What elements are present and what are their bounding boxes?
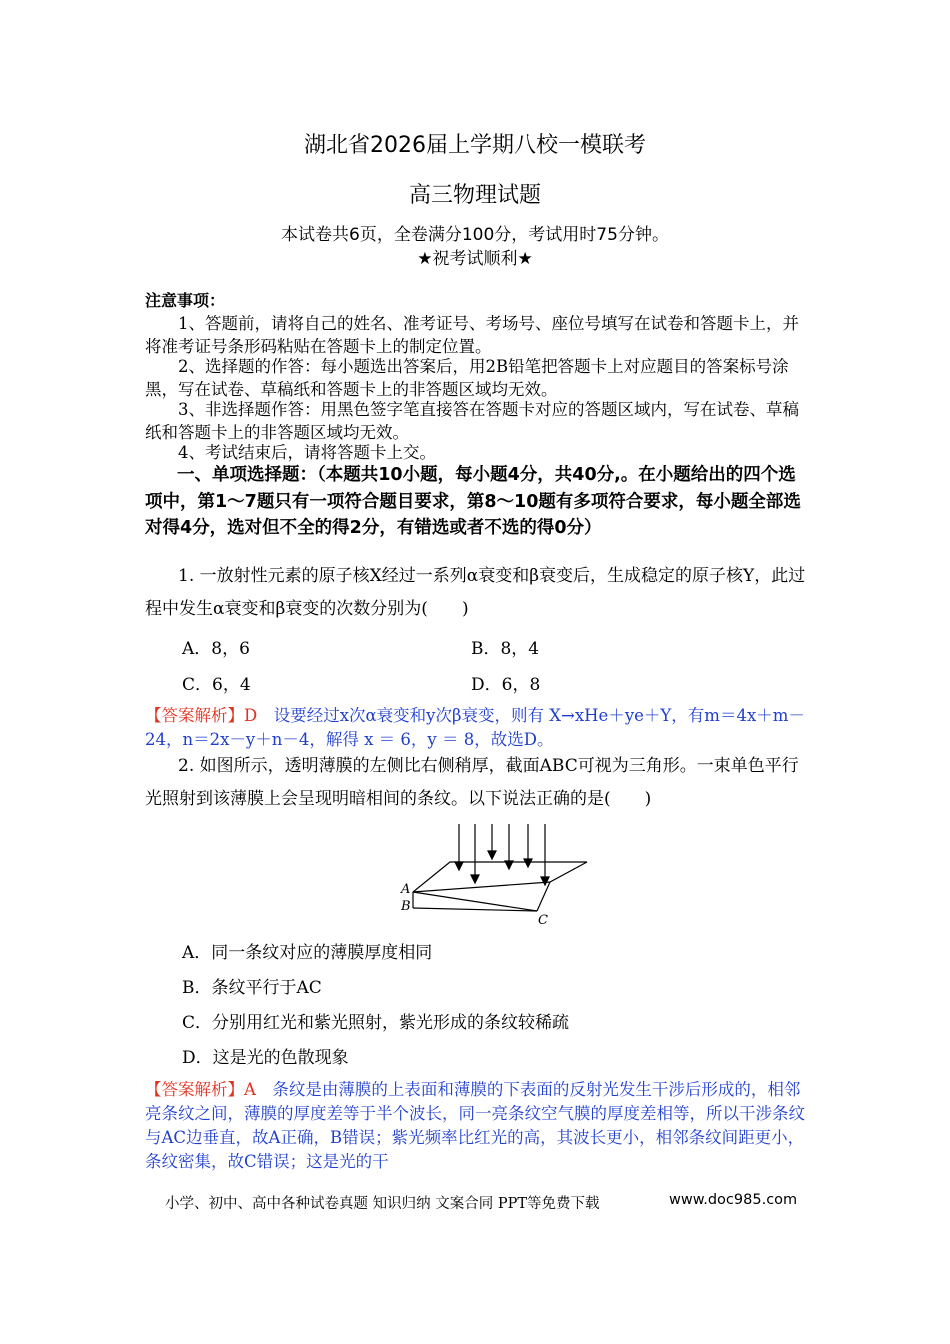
q1-answer-tag: 【答案解析】 bbox=[145, 706, 244, 725]
q1-answer-text: 设要经过x次α衰变和y次β衰变，则有 X→xHe＋ye＋Y，有m＝4x＋m－24，n＝2x－y＋n－4，解得 x ＝ 6，y ＝ 8，故选D。 bbox=[145, 706, 805, 749]
q1-option-a: A．8，6 bbox=[182, 639, 250, 659]
exam-wish: ★祝考试顺利★ bbox=[417, 249, 533, 269]
notice-item-3: 3、非选择题作答：用黑色签字笔直接答在答题卡对应的答题区域内，写在试卷、草稿纸和答题卡上的非答题区域均无效。 bbox=[145, 400, 799, 442]
label-c: C bbox=[538, 913, 548, 928]
label-b: B bbox=[401, 899, 411, 914]
q1-answer bbox=[145, 704, 808, 752]
light-arrows bbox=[455, 824, 549, 885]
q1-option-c: C．6，4 bbox=[182, 675, 251, 695]
footer-url[interactable]: www.doc985.com bbox=[669, 1192, 798, 1208]
question-2-stem: 2. 如图所示，透明薄膜的左侧比右侧稍厚，截面ABC可视为三角形。一束单色平行光照射到该薄膜上会呈现明暗相间的条纹。以下说法正确的是( ) bbox=[145, 756, 799, 809]
notice-item-1: 1、答题前，请将自己的姓名、准考证号、考场号、座位号填写在试卷和答题卡上，并将准考证号条形码粘贴在答题卡上的制定位置。 bbox=[145, 314, 799, 356]
q1-option-b: B．8，4 bbox=[471, 639, 540, 659]
footer-text: 小学、初中、高中各种试卷真题 知识归纳 文案合同 PPT等免费下载 bbox=[165, 1196, 600, 1212]
q2-option-d: D．这是光的色散现象 bbox=[182, 1048, 349, 1068]
question-1-stem: 1. 一放射性元素的原子核X经过一系列α衰变和β衰变后，生成稳定的原子核Y，此过程中发生α衰变和β衰变的次数分别为( ) bbox=[145, 566, 806, 619]
section-1-instructions: 一、单项选择题：（本题共10小题，每小题4分，共40分,。在小题给出的四个选项中，第1～7题只有一项符合题目要求，第8～10题有多项符合要求，每小题全部选对得4分，选对但不全的得2分，有错选或者不选的得0分） bbox=[145, 465, 801, 538]
thin-film-figure bbox=[395, 822, 595, 930]
q2-option-a: A．同一条纹对应的薄膜厚度相同 bbox=[182, 943, 433, 963]
notice-item-4: 4、考试结束后，请将答题卡上交。 bbox=[178, 443, 436, 462]
q2-answer-text: 条纹是由薄膜的上表面和薄膜的下表面的反射光发生干涉后形成的，相邻亮条纹之间，薄膜的厚度差等于半个波长，同一亮条纹空气膜的厚度差相等，所以干涉条纹与AC边垂直，故A正确，B错误；紫光频率比红光的高，其波长更小，相邻条纹间距更小，条纹密集，故C错误；这是光的干 bbox=[145, 1080, 805, 1171]
label-a: A bbox=[401, 882, 411, 897]
q2-answer-tag: 【答案解析】 bbox=[145, 1080, 244, 1099]
q1-answer-letter: D bbox=[244, 706, 258, 725]
q2-answer bbox=[145, 1078, 808, 1174]
notice-heading: 注意事项： bbox=[145, 291, 226, 310]
film-outline bbox=[413, 862, 587, 911]
q2-answer-letter: A bbox=[244, 1080, 256, 1099]
q2-option-b: B．条纹平行于AC bbox=[182, 978, 322, 998]
q2-option-c: C．分别用红光和紫光照射，紫光形成的条纹较稀疏 bbox=[182, 1013, 570, 1033]
exam-title: 湖北省2026届上学期八校一模联考 bbox=[304, 133, 646, 158]
exam-subtitle: 高三物理试题 bbox=[408, 183, 541, 208]
exam-info: 本试卷共6页，全卷满分100分，考试用时75分钟。 bbox=[281, 225, 669, 245]
notice-item-2: 2、选择题的作答：每小题选出答案后，用2B铅笔把答题卡上对应题目的答案标号涂黑，写在试卷、草稿纸和答题卡上的非答题区域均无效。 bbox=[145, 357, 789, 399]
q1-option-d: D．6，8 bbox=[471, 675, 541, 695]
